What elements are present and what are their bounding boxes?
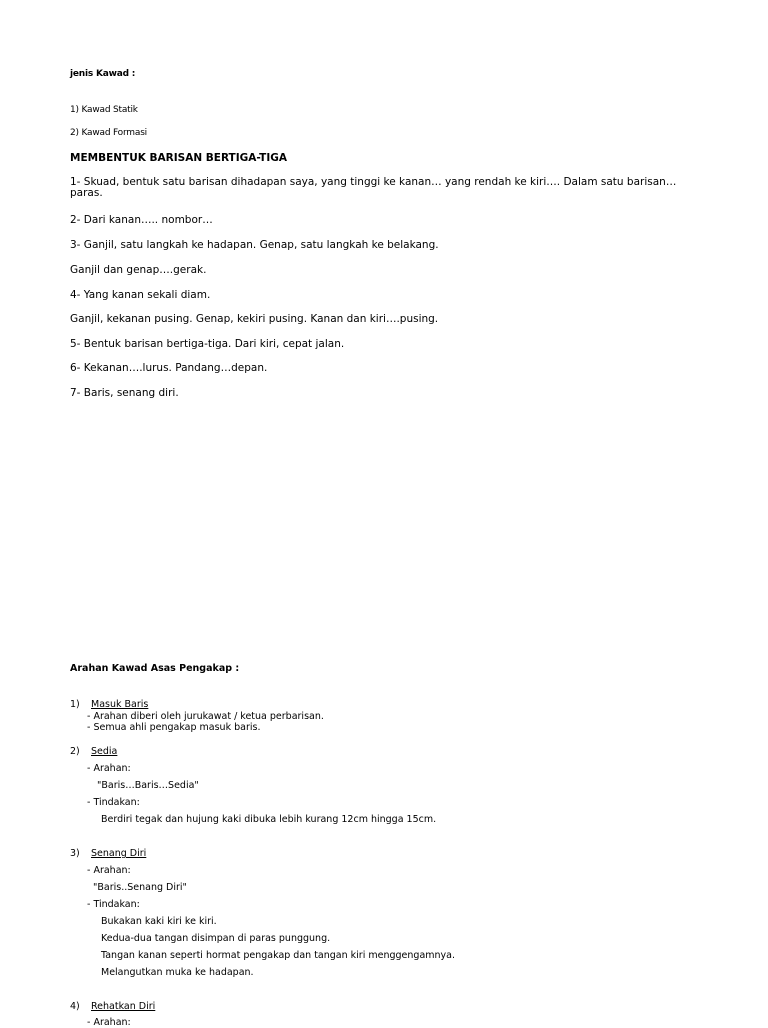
section-heading: MEMBENTUK BARISAN BERTIGA-TIGA xyxy=(70,152,287,164)
kawad-type-item: 1) Kawad Statik xyxy=(70,105,138,115)
jenis-kawad-title: jenis Kawad : xyxy=(70,69,136,79)
arahan-title: Arahan Kawad Asas Pengakap : xyxy=(70,663,240,674)
section-line: Melangutkan muka ke hadapan. xyxy=(101,967,254,978)
step-text: 4- Yang kanan sekali diam. xyxy=(70,289,211,301)
section-name: Rehatkan Diri xyxy=(91,1001,156,1012)
section-line: - Tindakan: xyxy=(87,797,140,808)
section-line: Kedua-dua tangan disimpan di paras punggung. xyxy=(101,933,331,944)
step-text: Ganjil, kekanan pusing. Genap, kekiri pusing. Kanan dan kiri….pusing. xyxy=(70,313,439,325)
section-line: "Baris…Baris…Sedia" xyxy=(97,780,199,791)
step-text: 2- Dari kanan….. nombor… xyxy=(70,214,213,226)
step-text: 3- Ganjil, satu langkah ke hadapan. Genap, satu langkah ke belakang. xyxy=(70,239,439,251)
section-line: - Semua ahli pengakap masuk baris. xyxy=(87,722,261,733)
step-text: Ganjil dan genap….gerak. xyxy=(70,264,207,276)
section-line: - Arahan: xyxy=(87,1017,131,1028)
section-line: - Tindakan: xyxy=(87,899,140,910)
section-number: 3) xyxy=(70,848,80,859)
step-text: 1- Skuad, bentuk satu barisan dihadapan saya, yang tinggi ke kanan… yang rendah ke kiri…. Dalam satu barisan… paras. xyxy=(70,176,677,199)
section-line: - Arahan diberi oleh jurukawat / ketua perbarisan. xyxy=(87,711,324,722)
section-line: Bukakan kaki kiri ke kiri. xyxy=(101,916,217,927)
section-line: Tangan kanan seperti hormat pengakap dan tangan kiri menggengamnya. xyxy=(101,950,456,961)
section-line: "Baris..Senang Diri" xyxy=(93,882,187,893)
section-number: 2) xyxy=(70,746,80,757)
section-line: Berdiri tegak dan hujung kaki dibuka lebih kurang 12cm hingga 15cm. xyxy=(101,814,437,825)
kawad-type-item: 2) Kawad Formasi xyxy=(70,128,147,138)
section-name: Senang Diri xyxy=(91,848,147,859)
section-name: Masuk Baris xyxy=(91,699,149,710)
step-text: 5- Bentuk barisan bertiga-tiga. Dari kiri, cepat jalan. xyxy=(70,338,345,350)
step-text: 6- Kekanan….lurus. Pandang…depan. xyxy=(70,362,268,374)
section-number: 4) xyxy=(70,1001,80,1012)
section-name: Sedia xyxy=(91,746,118,757)
section-line: - Arahan: xyxy=(87,763,131,774)
step-text: 7- Baris, senang diri. xyxy=(70,387,179,399)
section-line: - Arahan: xyxy=(87,865,131,876)
section-number: 1) xyxy=(70,699,80,710)
